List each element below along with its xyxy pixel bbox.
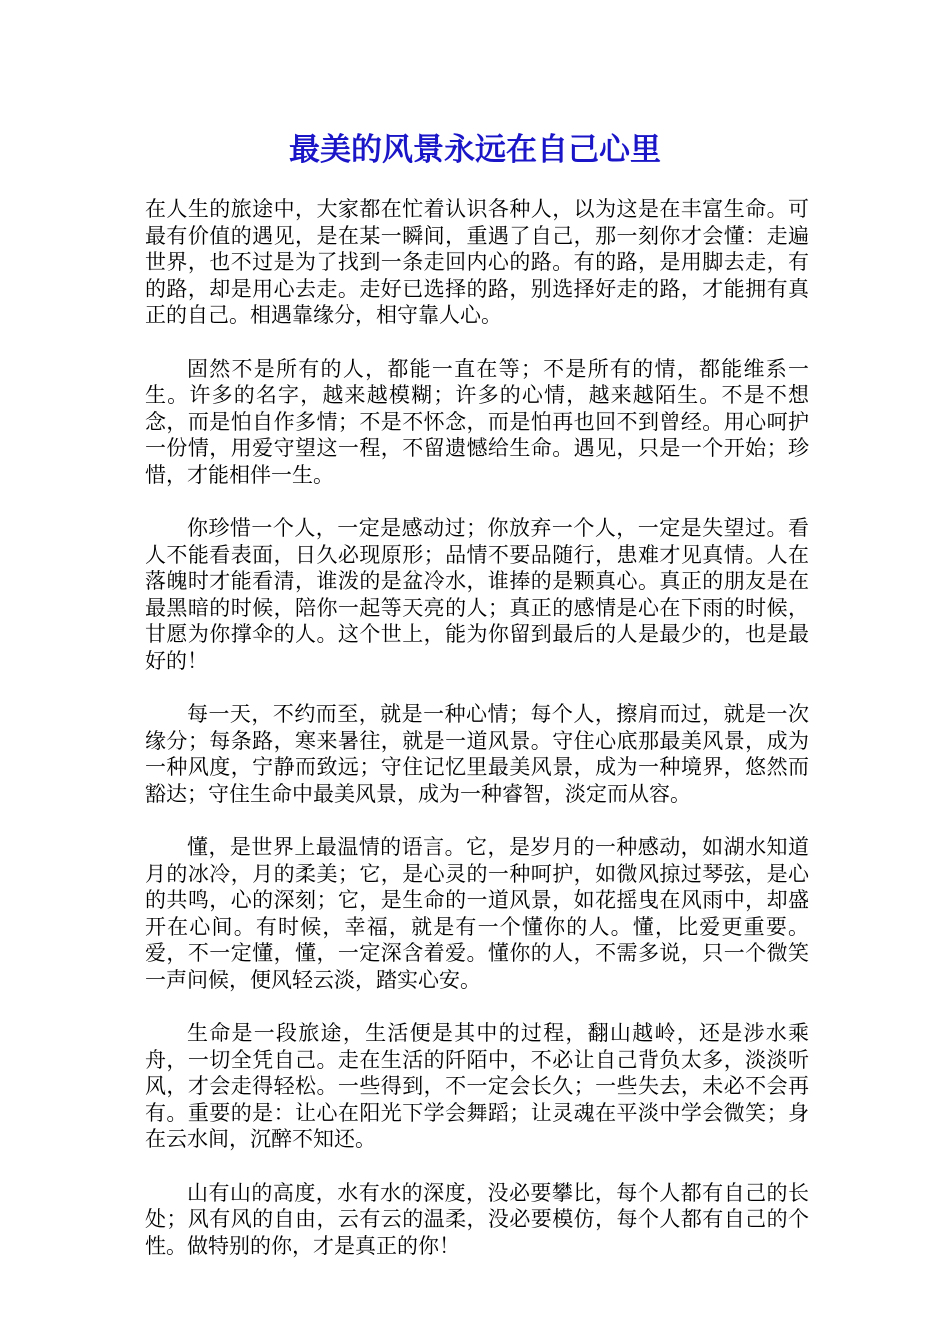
paragraph-5: 懂，是世界上最温情的语言。它，是岁月的一种感动，如湖水知道月的冰冷，月的柔美；它，是心灵的一种呵护，如微风掠过琴弦，是心的共鸣，心的深刻；它，是生命的一道风景，如花摇曳在风雨中，却盛开在心间。有时候，幸福，就是有一个懂你的人。懂，比爱更重要。爱，不一定懂，懂，一定深含着爱。懂你的人，不需多说，只一个微笑一声问候，便风轻云淡，踏实心安。	[145, 835, 809, 992]
paragraph-4: 每一天，不约而至，就是一种心情；每个人，擦肩而过，就是一次缘分；每条路，寒来暑往，就是一道风景。守住心底那最美风景，成为一种风度，宁静而致远；守住记忆里最美风景，成为一种境界，悠然而豁达；守住生命中最美风景，成为一种睿智，淡定而从容。	[145, 702, 809, 806]
paragraph-7: 山有山的高度，水有水的深度，没必要攀比，每个人都有自己的长处；风有风的自由，云有云的温柔，没必要模仿，每个人都有自己的个性。做特别的你，才是真正的你！	[145, 1180, 809, 1258]
document-title: 最美的风景永远在自己心里	[289, 132, 661, 168]
paragraph-3: 你珍惜一个人，一定是感动过；你放弃一个人，一定是失望过。看人不能看表面，日久必现原形；品情不要品随行，患难才见真情。人在落魄时才能看清，谁泼的是盆冷水，谁捧的是颗真心。真正的朋友是在最黑暗的时候，陪你一起等天亮的人；真正的感情是心在下雨的时候，甘愿为你撑伞的人。这个世上，能为你留到最后的人是最少的，也是最好的！	[145, 516, 809, 673]
document-body	[145, 196, 809, 1286]
paragraph-6: 生命是一段旅途，生活便是其中的过程，翻山越岭，还是涉水乘舟，一切全凭自己。走在生活的阡陌中，不必让自己背负太多，淡淡听风，才会走得轻松。一些得到，不一定会长久；一些失去，未必不会再有。重要的是：让心在阳光下学会舞蹈；让灵魂在平淡中学会微笑；身在云水间，沉醉不知还。	[145, 1021, 809, 1151]
paragraph-2: 固然不是所有的人，都能一直在等；不是所有的情，都能维系一生。许多的名字，越来越模糊；许多的心情，越来越陌生。不是不想念，而是怕自作多情；不是不怀念，而是怕再也回不到曾经。用心呵护一份情，用爱守望这一程，不留遗憾给生命。遇见，只是一个开始；珍惜，才能相伴一生。	[145, 356, 809, 487]
paragraph-1: 在人生的旅途中，大家都在忙着认识各种人，以为这是在丰富生命。可最有价值的遇见，是在某一瞬间，重遇了自己，那一刻你才会懂：走遍世界，也不过是为了找到一条走回内心的路。有的路，是用脚去走，有的路，却是用心去走。走好已选择的路，别选择好走的路，才能拥有真正的自己。相遇靠缘分，相守靠人心。	[145, 197, 809, 327]
